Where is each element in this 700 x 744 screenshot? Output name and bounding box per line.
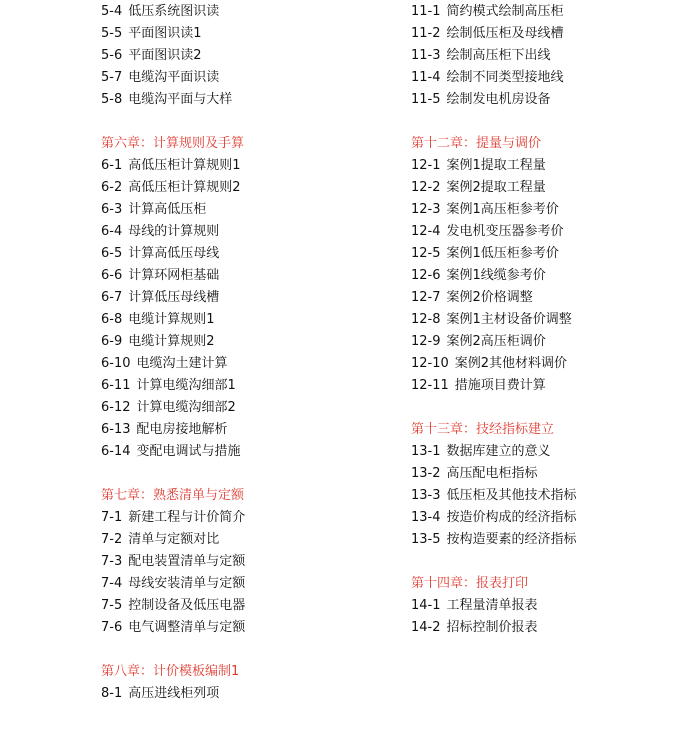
lesson-title: 案例2高压柜调价: [446, 334, 546, 349]
lesson-title: 计算高低压母线: [128, 246, 220, 261]
lesson-number: 6-2: [101, 180, 123, 195]
lesson-title: 变配电调试与措施: [136, 444, 241, 459]
lesson-item: [101, 397, 401, 419]
lesson-item: [411, 243, 700, 265]
toc-column-left: [101, 1, 401, 705]
lesson-item: [101, 683, 401, 705]
lesson-item: [101, 419, 401, 441]
lesson-number: 6-9: [101, 334, 123, 349]
lesson-number: 12-3: [411, 202, 441, 217]
lesson-title: 按造价构成的经济指标: [446, 510, 577, 525]
lesson-item: [411, 45, 700, 67]
lesson-title: 案例2其他材料调价: [454, 356, 568, 371]
lesson-title: 母线安装清单与定额: [128, 576, 246, 591]
lesson-title: 绘制低压柜及母线槽: [446, 26, 564, 41]
lesson-title: 新建工程与计价简介: [128, 510, 246, 525]
lesson-item: [101, 441, 401, 463]
lesson-number: 7-1: [101, 510, 123, 525]
chapter-heading: 第八章：计价模板编制1: [101, 664, 240, 679]
lesson-title: 电缆计算规则1: [128, 312, 215, 327]
lesson-item: [411, 375, 700, 397]
section-gap: [101, 639, 401, 661]
section-gap: [411, 397, 700, 419]
lesson-number: 12-5: [411, 246, 441, 261]
lesson-number: 6-13: [101, 422, 131, 437]
lesson-number: 7-6: [101, 620, 123, 635]
lesson-title: 计算环网柜基础: [128, 268, 220, 283]
lesson-number: 14-1: [411, 598, 441, 613]
toc-column-right: [411, 1, 700, 639]
lesson-title: 计算电缆沟细部2: [136, 400, 236, 415]
lesson-item: [411, 23, 700, 45]
lesson-item: [411, 529, 700, 551]
lesson-item: [101, 331, 401, 353]
lesson-item: [411, 287, 700, 309]
lesson-title: 低压柜及其他技术指标: [446, 488, 577, 503]
lesson-number: 6-7: [101, 290, 123, 305]
lesson-number: 7-3: [101, 554, 123, 569]
lesson-item: [101, 529, 401, 551]
lesson-title: 按构造要素的经济指标: [446, 532, 577, 547]
lesson-title: 电气调整清单与定额: [128, 620, 246, 635]
lesson-title: 控制设备及低压电器: [128, 598, 246, 613]
lesson-item: [101, 199, 401, 221]
lesson-number: 13-3: [411, 488, 441, 503]
lesson-number: 6-10: [101, 356, 131, 371]
lesson-number: 11-5: [411, 92, 441, 107]
lesson-title: 绘制发电机房设备: [446, 92, 551, 107]
lesson-item: [411, 67, 700, 89]
lesson-title: 电缆计算规则2: [128, 334, 215, 349]
lesson-number: 6-6: [101, 268, 123, 283]
lesson-title: 简约模式绘制高压柜: [446, 4, 564, 19]
lesson-title: 发电机变压器参考价: [446, 224, 564, 239]
lesson-item: [411, 89, 700, 111]
lesson-item: [411, 155, 700, 177]
lesson-title: 招标控制价报表: [446, 620, 538, 635]
lesson-title: 案例1提取工程量: [446, 158, 546, 173]
lesson-number: 7-5: [101, 598, 123, 613]
lesson-item: [411, 617, 700, 639]
lesson-number: 12-7: [411, 290, 441, 305]
lesson-number: 12-8: [411, 312, 441, 327]
lesson-title: 措施项目费计算: [454, 378, 546, 393]
lesson-title: 工程量清单报表: [446, 598, 538, 613]
chapter-heading: 第七章：熟悉清单与定额: [101, 488, 245, 503]
lesson-item: [101, 595, 401, 617]
lesson-item: [411, 221, 700, 243]
lesson-number: 8-1: [101, 686, 123, 701]
lesson-item: [411, 265, 700, 287]
lesson-number: 6-12: [101, 400, 131, 415]
lesson-title: 电缆沟平面与大样: [128, 92, 233, 107]
section-gap: [411, 551, 700, 573]
lesson-number: 7-2: [101, 532, 123, 547]
lesson-title: 平面图识读2: [128, 48, 202, 63]
section-gap: [101, 463, 401, 485]
lesson-item: [411, 331, 700, 353]
lesson-title: 高低压柜计算规则1: [128, 158, 241, 173]
lesson-number: 11-1: [411, 4, 441, 19]
chapter-heading: 第十三章：技经指标建立: [411, 422, 555, 437]
lesson-number: 13-4: [411, 510, 441, 525]
lesson-item: [101, 221, 401, 243]
section-gap: [411, 111, 700, 133]
lesson-item: [101, 243, 401, 265]
lesson-item: [101, 353, 401, 375]
lesson-number: 11-3: [411, 48, 441, 63]
lesson-title: 母线的计算规则: [128, 224, 220, 239]
lesson-title: 计算电缆沟细部1: [136, 378, 236, 393]
lesson-title: 平面图识读1: [128, 26, 202, 41]
lesson-item: [101, 67, 401, 89]
lesson-number: 13-2: [411, 466, 441, 481]
lesson-number: 14-2: [411, 620, 441, 635]
lesson-item: [411, 1, 700, 23]
lesson-item: [101, 155, 401, 177]
lesson-title: 绘制不同类型接地线: [446, 70, 564, 85]
lesson-item: [101, 617, 401, 639]
lesson-number: 6-8: [101, 312, 123, 327]
lesson-title: 案例1主材设备价调整: [446, 312, 572, 327]
lesson-number: 5-6: [101, 48, 123, 63]
lesson-title: 清单与定额对比: [128, 532, 220, 547]
lesson-item: [411, 309, 700, 331]
lesson-item: [411, 177, 700, 199]
lesson-title: 低压系统图识读: [128, 4, 220, 19]
chapter-heading: 第十四章：报表打印: [411, 576, 529, 591]
lesson-item: [101, 573, 401, 595]
lesson-title: 计算低压母线槽: [128, 290, 220, 305]
lesson-number: 13-1: [411, 444, 441, 459]
lesson-title: 电缆沟平面识读: [128, 70, 220, 85]
lesson-number: 6-14: [101, 444, 131, 459]
lesson-number: 7-4: [101, 576, 123, 591]
lesson-number: 12-4: [411, 224, 441, 239]
lesson-number: 5-4: [101, 4, 123, 19]
lesson-item: [101, 287, 401, 309]
lesson-number: 6-4: [101, 224, 123, 239]
lesson-number: 12-10: [411, 356, 449, 371]
lesson-item: [101, 1, 401, 23]
lesson-title: 电缆沟土建计算: [136, 356, 228, 371]
lesson-title: 绘制高压柜下出线: [446, 48, 551, 63]
lesson-title: 高压进线柜列项: [128, 686, 220, 701]
lesson-title: 配电房接地解析: [136, 422, 228, 437]
lesson-item: [411, 595, 700, 617]
lesson-number: 5-8: [101, 92, 123, 107]
lesson-number: 12-6: [411, 268, 441, 283]
lesson-number: 6-5: [101, 246, 123, 261]
lesson-number: 6-3: [101, 202, 123, 217]
lesson-item: [101, 551, 401, 573]
lesson-title: 数据库建立的意义: [446, 444, 551, 459]
lesson-title: 高压配电柜指标: [446, 466, 538, 481]
lesson-number: 12-11: [411, 378, 449, 393]
lesson-item: [101, 177, 401, 199]
lesson-title: 案例1低压柜参考价: [446, 246, 559, 261]
lesson-title: 高低压柜计算规则2: [128, 180, 241, 195]
lesson-item: [411, 441, 700, 463]
lesson-item: [101, 265, 401, 287]
lesson-item: [411, 199, 700, 221]
section-gap: [101, 111, 401, 133]
lesson-number: 11-4: [411, 70, 441, 85]
lesson-title: 计算高低压柜: [128, 202, 207, 217]
lesson-number: 12-2: [411, 180, 441, 195]
lesson-item: [101, 309, 401, 331]
lesson-number: 13-5: [411, 532, 441, 547]
lesson-item: [411, 463, 700, 485]
lesson-item: [101, 375, 401, 397]
lesson-title: 案例2价格调整: [446, 290, 533, 305]
lesson-item: [411, 485, 700, 507]
lesson-title: 配电装置清单与定额: [128, 554, 246, 569]
lesson-number: 5-5: [101, 26, 123, 41]
lesson-item: [101, 507, 401, 529]
chapter-heading: 第六章：计算规则及手算: [101, 136, 245, 151]
lesson-item: [101, 23, 401, 45]
lesson-item: [411, 507, 700, 529]
lesson-title: 案例1线缆参考价: [446, 268, 546, 283]
lesson-title: 案例1高压柜参考价: [446, 202, 559, 217]
lesson-item: [101, 45, 401, 67]
lesson-number: 6-1: [101, 158, 123, 173]
lesson-number: 5-7: [101, 70, 123, 85]
lesson-item: [101, 89, 401, 111]
lesson-number: 12-9: [411, 334, 441, 349]
lesson-number: 12-1: [411, 158, 441, 173]
lesson-number: 11-2: [411, 26, 441, 41]
lesson-item: [411, 353, 700, 375]
lesson-number: 6-11: [101, 378, 131, 393]
lesson-title: 案例2提取工程量: [446, 180, 546, 195]
chapter-heading: 第十二章：提量与调价: [411, 136, 542, 151]
